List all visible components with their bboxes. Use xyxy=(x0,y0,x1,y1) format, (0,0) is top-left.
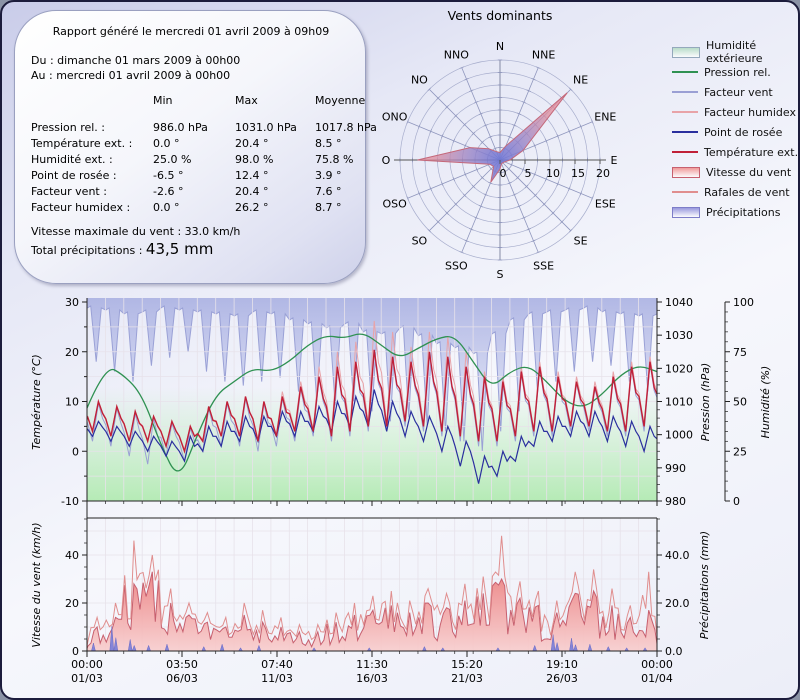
report-from: Du : dimanche 01 mars 2009 à 00h00 xyxy=(31,54,241,67)
svg-text:Vitesse du vent (km/h): Vitesse du vent (km/h) xyxy=(30,522,43,648)
svg-text:15: 15 xyxy=(571,167,585,180)
svg-text:980: 980 xyxy=(665,495,686,508)
report-footer xyxy=(31,225,351,258)
svg-text:1030: 1030 xyxy=(665,329,693,343)
legend-label: Précipitations xyxy=(706,205,781,219)
stat-avg: 7.6 ° xyxy=(315,185,342,198)
stat-min: 986.0 hPa xyxy=(153,121,208,134)
svg-text:ENE: ENE xyxy=(594,110,617,124)
svg-text:1020: 1020 xyxy=(665,362,693,376)
stats-table xyxy=(31,94,377,214)
svg-text:01/03: 01/03 xyxy=(71,672,103,685)
legend-item xyxy=(672,39,800,65)
svg-text:30: 30 xyxy=(65,296,79,309)
svg-text:50: 50 xyxy=(733,395,747,409)
svg-text:20: 20 xyxy=(596,167,610,180)
time-series-charts xyxy=(2,292,800,700)
svg-text:E: E xyxy=(610,154,618,167)
stat-min: -2.6 ° xyxy=(153,185,184,198)
max-wind-text: Vitesse maximale du vent : 33.0 km/h xyxy=(31,225,241,238)
svg-text:00:00: 00:00 xyxy=(641,658,673,671)
svg-text:10: 10 xyxy=(546,167,560,180)
svg-text:SE: SE xyxy=(573,234,588,248)
legend-label: Humidité extérieure xyxy=(706,39,763,65)
stat-avg: 1017.8 hPa xyxy=(315,121,377,134)
svg-text:SSE: SSE xyxy=(533,259,555,273)
time-series-svg xyxy=(2,292,800,700)
wind-rose-chart xyxy=(365,2,677,292)
legend-item xyxy=(672,182,800,202)
legend-label: Facteur vent xyxy=(704,85,773,99)
svg-text:5: 5 xyxy=(524,167,532,180)
stat-min: -6.5 ° xyxy=(153,169,184,182)
stat-max: 98.0 % xyxy=(235,153,274,166)
svg-text:20.0: 20.0 xyxy=(665,597,690,610)
svg-text:26/03: 26/03 xyxy=(546,672,578,685)
svg-text:1000: 1000 xyxy=(665,428,693,442)
stat-label: Point de rosée : xyxy=(31,169,117,182)
wind-speed-area-swatch xyxy=(672,167,700,178)
svg-text:19:10: 19:10 xyxy=(546,658,578,671)
legend-label: Pression rel. xyxy=(704,65,771,79)
svg-text:NE: NE xyxy=(573,73,589,87)
svg-text:NO: NO xyxy=(410,73,428,87)
svg-text:0: 0 xyxy=(499,167,507,180)
svg-text:0: 0 xyxy=(733,495,740,508)
svg-text:NNO: NNO xyxy=(443,48,469,62)
svg-text:S: S xyxy=(496,268,504,281)
stat-min: 0.0 ° xyxy=(153,201,180,214)
svg-text:NNE: NNE xyxy=(531,48,556,62)
svg-text:990: 990 xyxy=(665,461,686,475)
svg-text:Pression (hPa): Pression (hPa) xyxy=(699,362,712,442)
panel1-background xyxy=(87,298,657,501)
svg-text:SO: SO xyxy=(411,234,428,248)
wind-rose-svg xyxy=(365,2,677,292)
report-summary-panel xyxy=(14,10,377,284)
legend-label: Facteur humidex xyxy=(704,105,796,119)
chart-legend xyxy=(672,39,800,222)
svg-text:11:30: 11:30 xyxy=(356,658,388,671)
svg-text:ESE: ESE xyxy=(594,197,616,211)
svg-text:75: 75 xyxy=(733,345,747,359)
stats-col-min: Min xyxy=(153,94,173,107)
legend-label: Point de rosée xyxy=(704,125,783,139)
svg-text:ONO: ONO xyxy=(381,110,408,124)
svg-text:03:50: 03:50 xyxy=(166,658,198,671)
stats-col-avg: Moyenne xyxy=(315,94,366,107)
svg-text:16/03: 16/03 xyxy=(356,672,388,685)
svg-text:1040: 1040 xyxy=(665,296,693,309)
rose-title: Vents dominants xyxy=(447,8,553,23)
stat-max: 1031.0 hPa xyxy=(235,121,297,134)
svg-text:20: 20 xyxy=(65,597,79,610)
svg-text:10: 10 xyxy=(65,395,79,409)
stat-label: Pression rel. : xyxy=(31,121,106,134)
stat-avg: 8.7 ° xyxy=(315,201,342,214)
svg-text:11/03: 11/03 xyxy=(261,672,293,685)
svg-text:40.0: 40.0 xyxy=(665,549,690,562)
svg-text:-10: -10 xyxy=(61,495,79,508)
svg-text:00:00: 00:00 xyxy=(71,658,103,671)
svg-text:O: O xyxy=(381,154,391,167)
humidity-area-swatch xyxy=(672,47,700,58)
x-tick-labels xyxy=(71,501,673,685)
report-title: Rapport généré le mercredi 01 avril 2009 à 09h09 xyxy=(52,25,330,38)
legend-item xyxy=(672,162,800,182)
svg-text:07:40: 07:40 xyxy=(261,658,293,671)
gust-line-swatch xyxy=(672,191,698,193)
report-to: Au : mercredi 01 avril 2009 à 00h00 xyxy=(31,69,231,82)
dew-point-line-swatch xyxy=(672,131,698,133)
svg-text:0.0: 0.0 xyxy=(665,645,683,658)
svg-text:0: 0 xyxy=(72,445,79,459)
stat-label: Humidité ext. : xyxy=(31,153,113,166)
svg-text:0: 0 xyxy=(72,645,79,658)
svg-text:01/04: 01/04 xyxy=(641,672,673,685)
stat-max: 26.2 ° xyxy=(235,201,269,214)
stat-max: 20.4 ° xyxy=(235,137,269,150)
legend-label: Température ext. xyxy=(704,145,799,159)
svg-text:06/03: 06/03 xyxy=(166,672,198,685)
precip-area-swatch xyxy=(672,207,700,218)
svg-text:Température (°C): Température (°C) xyxy=(30,354,43,450)
svg-text:Humidité (%): Humidité (%) xyxy=(759,365,772,439)
svg-text:Précipitations (mm): Précipitations (mm) xyxy=(698,530,711,640)
svg-text:20: 20 xyxy=(65,345,79,359)
stat-max: 12.4 ° xyxy=(235,169,269,182)
stat-label: Facteur humidex : xyxy=(31,201,131,214)
stat-min: 0.0 ° xyxy=(153,137,180,150)
wind-chill-line-swatch xyxy=(672,91,698,93)
report-date-range xyxy=(31,54,351,82)
stat-avg: 3.9 ° xyxy=(315,169,342,182)
stat-avg: 75.8 % xyxy=(315,153,354,166)
svg-text:N: N xyxy=(495,40,505,53)
legend-item xyxy=(672,102,800,122)
stats-col-max: Max xyxy=(235,94,258,107)
stat-avg: 8.5 ° xyxy=(315,137,342,150)
legend-label: Vitesse du vent xyxy=(706,165,792,179)
stat-max: 20.4 ° xyxy=(235,185,269,198)
legend-item xyxy=(672,142,800,162)
stat-label: Température ext. : xyxy=(31,137,133,150)
svg-text:100: 100 xyxy=(733,296,754,309)
total-precip-value: 43,5 mm xyxy=(145,240,214,258)
svg-text:SSO: SSO xyxy=(445,259,468,273)
stat-min: 25.0 % xyxy=(153,153,192,166)
svg-text:40: 40 xyxy=(65,549,79,562)
stat-label: Facteur vent : xyxy=(31,185,107,198)
temperature-line-swatch xyxy=(672,151,698,153)
svg-text:OSO: OSO xyxy=(382,197,407,211)
stats-spacer xyxy=(31,110,381,118)
svg-text:25: 25 xyxy=(733,445,747,459)
pressure-line-swatch xyxy=(672,71,698,73)
svg-text:21/03: 21/03 xyxy=(451,672,483,685)
svg-text:15:20: 15:20 xyxy=(451,658,483,671)
total-precip-text: Total précipitations : 43,5 mm xyxy=(31,240,214,258)
stats-corner xyxy=(31,94,153,107)
legend-item xyxy=(672,202,800,222)
legend-item xyxy=(672,122,800,142)
legend-item xyxy=(672,62,800,82)
legend-label: Rafales de vent xyxy=(704,185,790,199)
panel2-series xyxy=(87,536,657,651)
humidex-line-swatch xyxy=(672,111,698,113)
svg-text:1010: 1010 xyxy=(665,395,693,409)
legend-item xyxy=(672,82,800,102)
